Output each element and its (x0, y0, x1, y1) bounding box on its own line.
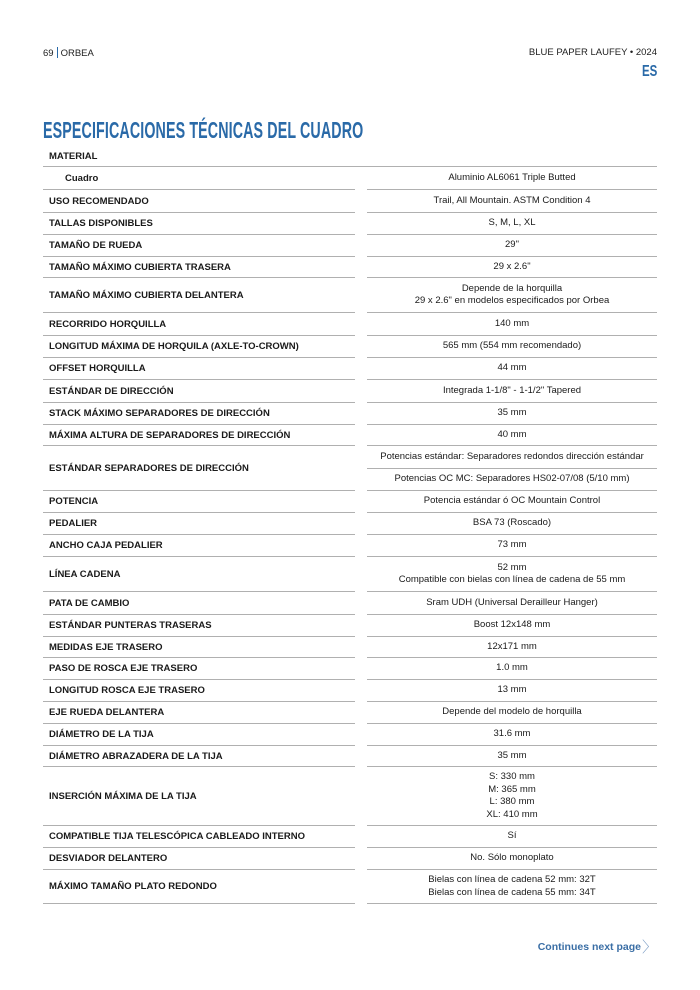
column-gap (355, 724, 367, 746)
column-gap (355, 557, 367, 592)
spec-label: MATERIAL (43, 147, 355, 167)
spec-row (43, 535, 657, 557)
spec-value (367, 826, 657, 848)
column-gap (355, 278, 367, 313)
spec-value (367, 680, 657, 702)
column-gap (355, 870, 367, 904)
column-gap (355, 746, 367, 767)
spec-value (367, 336, 657, 358)
spec-label: EJE RUEDA DELANTERA (43, 702, 355, 724)
spec-row (43, 637, 657, 658)
spec-label: Cuadro (43, 167, 355, 190)
spec-label: POTENCIA (43, 491, 355, 513)
spec-label: RECORRIDO HORQUILLA (43, 313, 355, 336)
spec-value-line: Sí (507, 830, 517, 842)
spec-value (367, 190, 657, 213)
column-gap (355, 767, 367, 826)
spec-label: PEDALIER (43, 513, 355, 535)
spec-value (367, 313, 657, 336)
spec-value-line: 40 mm (497, 428, 527, 440)
spec-value (367, 702, 657, 724)
spec-value-line: 12x171 mm (487, 640, 537, 652)
spec-row (43, 513, 657, 535)
spec-label: PATA DE CAMBIO (43, 592, 355, 615)
page-header-left (43, 47, 94, 59)
spec-value-line: No. Sólo monoplato (470, 852, 554, 864)
spec-value-line: 13 mm (497, 684, 527, 696)
spec-value (367, 870, 657, 904)
spec-value (367, 746, 657, 767)
spec-value (367, 235, 657, 257)
spec-value-line: 565 mm (554 mm recomendado) (442, 340, 582, 352)
page-title: ESPECIFICACIONES TÉCNICAS DEL CUADRO (43, 117, 364, 143)
spec-label: INSERCIÓN MÁXIMA DE LA TIJA (43, 767, 355, 826)
spec-value (367, 513, 657, 535)
spec-value-line: Boost 12x148 mm (473, 619, 551, 631)
spec-value-line: 73 mm (497, 539, 527, 551)
continues-next-page-link[interactable] (538, 936, 657, 957)
spec-value (367, 658, 657, 680)
spec-label: DIÁMETRO DE LA TIJA (43, 724, 355, 746)
spec-value-line: S, M, L, XL (488, 217, 536, 229)
spec-row (43, 167, 657, 190)
column-gap (355, 592, 367, 615)
spec-value-line: S: 330 mm (489, 771, 535, 782)
spec-label: LONGITUD ROSCA EJE TRASERO (43, 680, 355, 702)
spec-value-line: 29 x 2.6" (493, 260, 531, 272)
spec-row (43, 848, 657, 870)
spec-row (43, 658, 657, 680)
spec-label: ESTÁNDAR PUNTERAS TRASERAS (43, 615, 355, 637)
spec-label: LONGITUD MÁXIMA DE HORQUILA (AXLE-TO-CROWN) (43, 336, 355, 358)
spec-label: ESTÁNDAR SEPARADORES DE DIRECCIÓN (43, 446, 355, 491)
spec-label: TALLAS DISPONIBLES (43, 213, 355, 235)
column-gap (355, 491, 367, 513)
brand-name: ORBEA (60, 48, 94, 59)
column-gap (355, 535, 367, 557)
spec-label: DESVIADOR DELANTERO (43, 848, 355, 870)
spec-value (367, 557, 657, 592)
publication-title: BLUE PAPER LAUFEY • 2024 (528, 47, 657, 58)
column-gap (355, 336, 367, 358)
spec-value-line: 31.6 mm (493, 728, 531, 740)
spec-value-line: 29 x 2.6" en modelos especificados por Orbea (414, 295, 610, 306)
column-gap (355, 213, 367, 235)
spec-label: MÁXIMA ALTURA DE SEPARADORES DE DIRECCIÓN (43, 425, 355, 446)
column-gap (355, 403, 367, 425)
spec-value-line: Potencias OC MC: Separadores HS02-07/08 (5/10 mm) (394, 473, 630, 484)
spec-value-line: Potencia estándar ó OC Mountain Control (423, 495, 601, 507)
spec-value-line: XL: 410 mm (486, 808, 538, 820)
column-gap (355, 425, 367, 446)
spec-value (367, 535, 657, 557)
spec-label: USO RECOMENDADO (43, 190, 355, 213)
spec-label: OFFSET HORQUILLA (43, 358, 355, 380)
spec-value-line: Bielas con línea de cadena 52 mm: 32T (428, 874, 596, 885)
spec-value (367, 592, 657, 615)
spec-row (43, 870, 657, 904)
spec-value (367, 278, 657, 313)
continues-label: Continues next page (537, 941, 641, 953)
spec-label: ANCHO CAJA PEDALIER (43, 535, 355, 557)
spec-row (43, 767, 657, 826)
spec-table (43, 147, 657, 904)
spec-row (43, 358, 657, 380)
spec-label: MEDIDAS EJE TRASERO (43, 637, 355, 658)
spec-row (43, 336, 657, 358)
spec-value (367, 213, 657, 235)
spec-value (367, 147, 657, 167)
spec-row (43, 702, 657, 724)
spec-value (367, 358, 657, 380)
spec-value (367, 167, 657, 190)
spec-value (367, 446, 657, 469)
column-gap (355, 446, 367, 469)
spec-value (367, 615, 657, 637)
spec-row (43, 380, 657, 403)
spec-label: ESTÁNDAR DE DIRECCIÓN (43, 380, 355, 403)
column-gap (355, 167, 367, 190)
column-gap (355, 680, 367, 702)
language-tag: ES (641, 63, 657, 80)
spec-value-line: 35 mm (497, 749, 527, 761)
column-gap (355, 313, 367, 336)
spec-value (367, 469, 657, 492)
column-gap (355, 469, 367, 492)
spec-label: TAMAÑO MÁXIMO CUBIERTA TRASERA (43, 257, 355, 278)
column-gap (355, 358, 367, 380)
spec-value-line: Depende del modelo de horquilla (442, 706, 582, 718)
column-gap (355, 826, 367, 848)
spec-row (43, 615, 657, 637)
column-gap (355, 513, 367, 535)
spec-label: LÍNEA CADENA (43, 557, 355, 592)
spec-row (43, 746, 657, 767)
spec-label: MÁXIMO TAMAÑO PLATO REDONDO (43, 870, 355, 904)
column-gap (355, 848, 367, 870)
column-gap (355, 257, 367, 278)
divider (57, 47, 58, 58)
spec-value (367, 848, 657, 870)
spec-value-line: 44 mm (497, 362, 527, 374)
spec-row (43, 592, 657, 615)
spec-row (43, 213, 657, 235)
chevron-right-icon: 〉 (641, 939, 657, 956)
column-gap (355, 615, 367, 637)
spec-label: COMPATIBLE TIJA TELESCÓPICA CABLEADO INTERNO (43, 826, 355, 848)
spec-row (43, 257, 657, 278)
spec-row (43, 147, 657, 167)
spec-row (43, 235, 657, 257)
spec-row (43, 313, 657, 336)
spec-value-line: BSA 73 (Roscado) (472, 517, 552, 529)
spec-row (43, 491, 657, 513)
column-gap (355, 235, 367, 257)
spec-value (367, 403, 657, 425)
spec-value-line: Bielas con línea de cadena 55 mm: 34T (428, 886, 596, 898)
spec-value (367, 425, 657, 446)
spec-value-line: L: 380 mm (489, 796, 535, 807)
column-gap (355, 147, 367, 167)
spec-value (367, 491, 657, 513)
spec-value-line: 29" (505, 239, 519, 251)
spec-row (43, 190, 657, 213)
spec-value (367, 380, 657, 403)
spec-label: PASO DE ROSCA EJE TRASERO (43, 658, 355, 680)
spec-value-line: Compatible con bielas con línea de cadena de 55 mm (398, 574, 626, 585)
spec-value-line: 140 mm (494, 317, 530, 329)
spec-value-line: Potencias estándar: Separadores redondos dirección estándar (380, 450, 644, 462)
column-gap (355, 380, 367, 403)
spec-row (43, 278, 657, 313)
spec-value (367, 257, 657, 278)
page-number: 69 (43, 48, 54, 59)
column-gap (355, 190, 367, 213)
column-gap (355, 637, 367, 658)
spec-value-line: 35 mm (497, 407, 527, 419)
spec-row (43, 724, 657, 746)
spec-value (367, 637, 657, 658)
spec-value-line: Integrada 1-1/8" - 1-1/2" Tapered (442, 384, 582, 396)
spec-value-line: Sram UDH (Universal Derailleur Hanger) (426, 596, 598, 608)
spec-label: TAMAÑO MÁXIMO CUBIERTA DELANTERA (43, 278, 355, 313)
spec-value (367, 767, 657, 826)
spec-row (43, 826, 657, 848)
spec-row (43, 403, 657, 425)
spec-row (43, 557, 657, 592)
spec-row (43, 680, 657, 702)
spec-value-line: 52 mm (497, 561, 527, 573)
spec-value-line: Trail, All Mountain. ASTM Condition 4 (433, 194, 591, 206)
spec-row (43, 425, 657, 446)
spec-value-line: 1.0 mm (496, 662, 528, 674)
spec-value-line: Depende de la horquilla (461, 282, 563, 294)
spec-row (43, 446, 657, 469)
spec-label: TAMAÑO DE RUEDA (43, 235, 355, 257)
spec-label: DIÁMETRO ABRAZADERA DE LA TIJA (43, 746, 355, 767)
spec-value-line: Aluminio AL6061 Triple Butted (448, 171, 576, 183)
column-gap (355, 658, 367, 680)
column-gap (355, 702, 367, 724)
spec-value-line: M: 365 mm (488, 783, 536, 795)
spec-label: STACK MÁXIMO SEPARADORES DE DIRECCIÓN (43, 403, 355, 425)
spec-value (367, 724, 657, 746)
